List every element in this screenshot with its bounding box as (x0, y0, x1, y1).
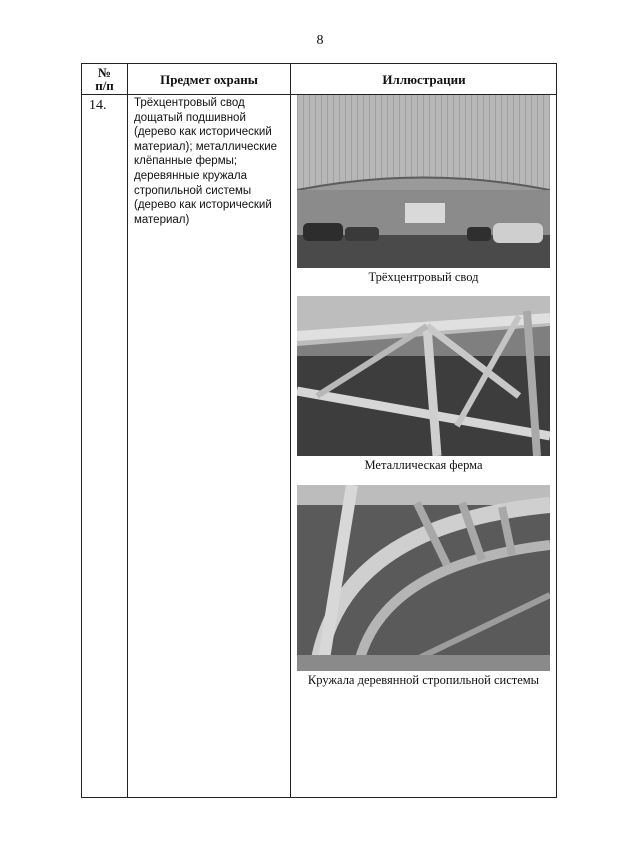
figure-caption: Трёхцентровый свод (368, 270, 479, 284)
centering-photo (297, 485, 550, 671)
header-number: № п/п (95, 65, 114, 93)
vault-photo (297, 95, 550, 268)
figure-caption: Металлическая ферма (364, 458, 483, 472)
column-divider (290, 64, 291, 797)
row-number: 14. (89, 98, 107, 113)
protection-table (81, 63, 557, 798)
protection-subject-text: Трёхцентровый свод дощатый подшивной (дерево как исторический материал); металлические клёпанные фермы; деревянные кружала стропильной системы (дерево как исторический материал) (134, 97, 278, 226)
figure-vault (297, 95, 550, 285)
header-illustrations: Иллюстрации (382, 71, 466, 87)
figure-metal-truss (297, 296, 550, 473)
figure-wooden-centering (297, 485, 550, 688)
page-number: 8 (316, 33, 324, 48)
header-subject: Предмет охраны (160, 71, 258, 87)
truss-photo (297, 296, 550, 456)
column-divider (127, 64, 128, 797)
figure-caption: Кружала деревянной стропильной системы (307, 673, 540, 687)
